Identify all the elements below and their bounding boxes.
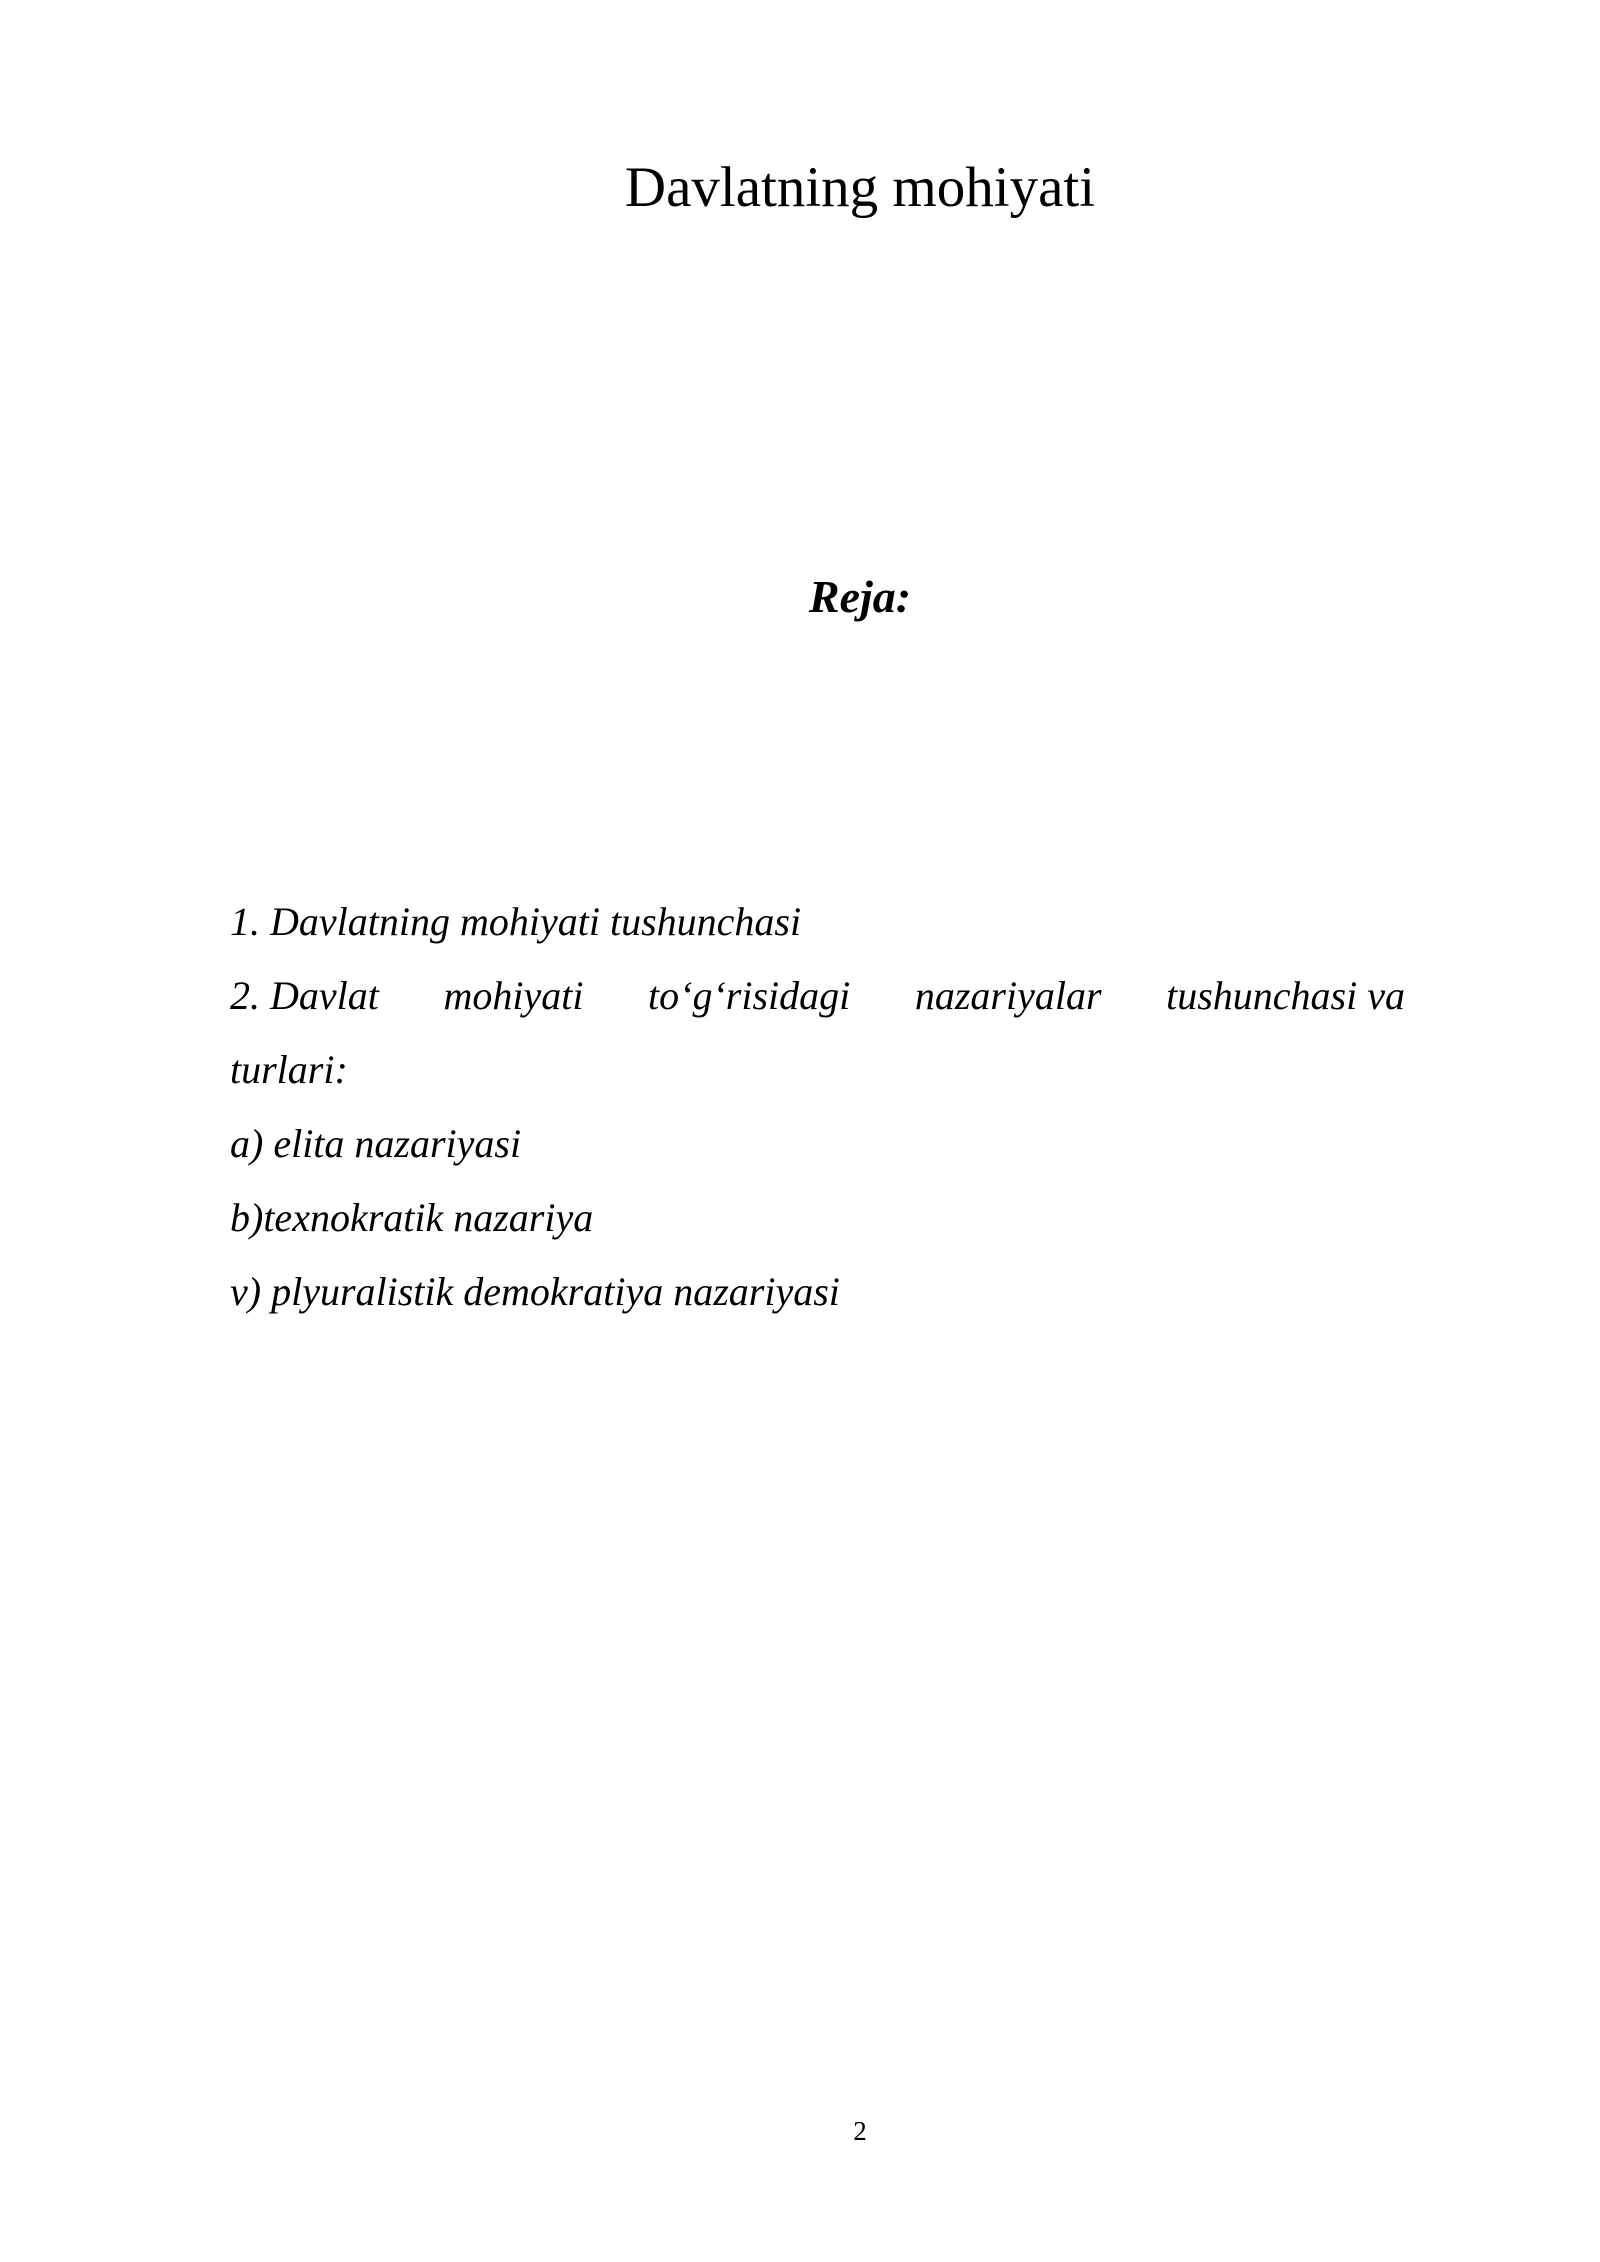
page-number: 2: [853, 2116, 867, 2146]
plan-item-2-word: tushunchasi va: [1166, 973, 1405, 1018]
plan-item-1: 1. Davlatning mohiyati tushunchasi: [230, 899, 802, 944]
plan-heading: Reja:: [808, 571, 912, 622]
plan-item-a: a) elita nazariyasi: [230, 1121, 522, 1166]
plan-item-2-word: nazariyalar: [914, 973, 1102, 1018]
plan-item-b: b)texnokratik nazariya: [230, 1195, 594, 1240]
document-title: Davlatning mohiyati: [624, 156, 1096, 219]
plan-item-v: v) plyuralistik demokratiya nazariyasi: [230, 1269, 840, 1314]
plan-item-2-word: 2. Davlat: [230, 973, 379, 1018]
plan-item-2: [230, 959, 1405, 1033]
plan-item-2-continuation: turlari:: [230, 1047, 348, 1092]
plan-item-2-word: to‘g‘risidagi: [648, 973, 851, 1018]
plan-item-2-word: mohiyati: [443, 973, 584, 1018]
plan-list: [230, 885, 1405, 1329]
